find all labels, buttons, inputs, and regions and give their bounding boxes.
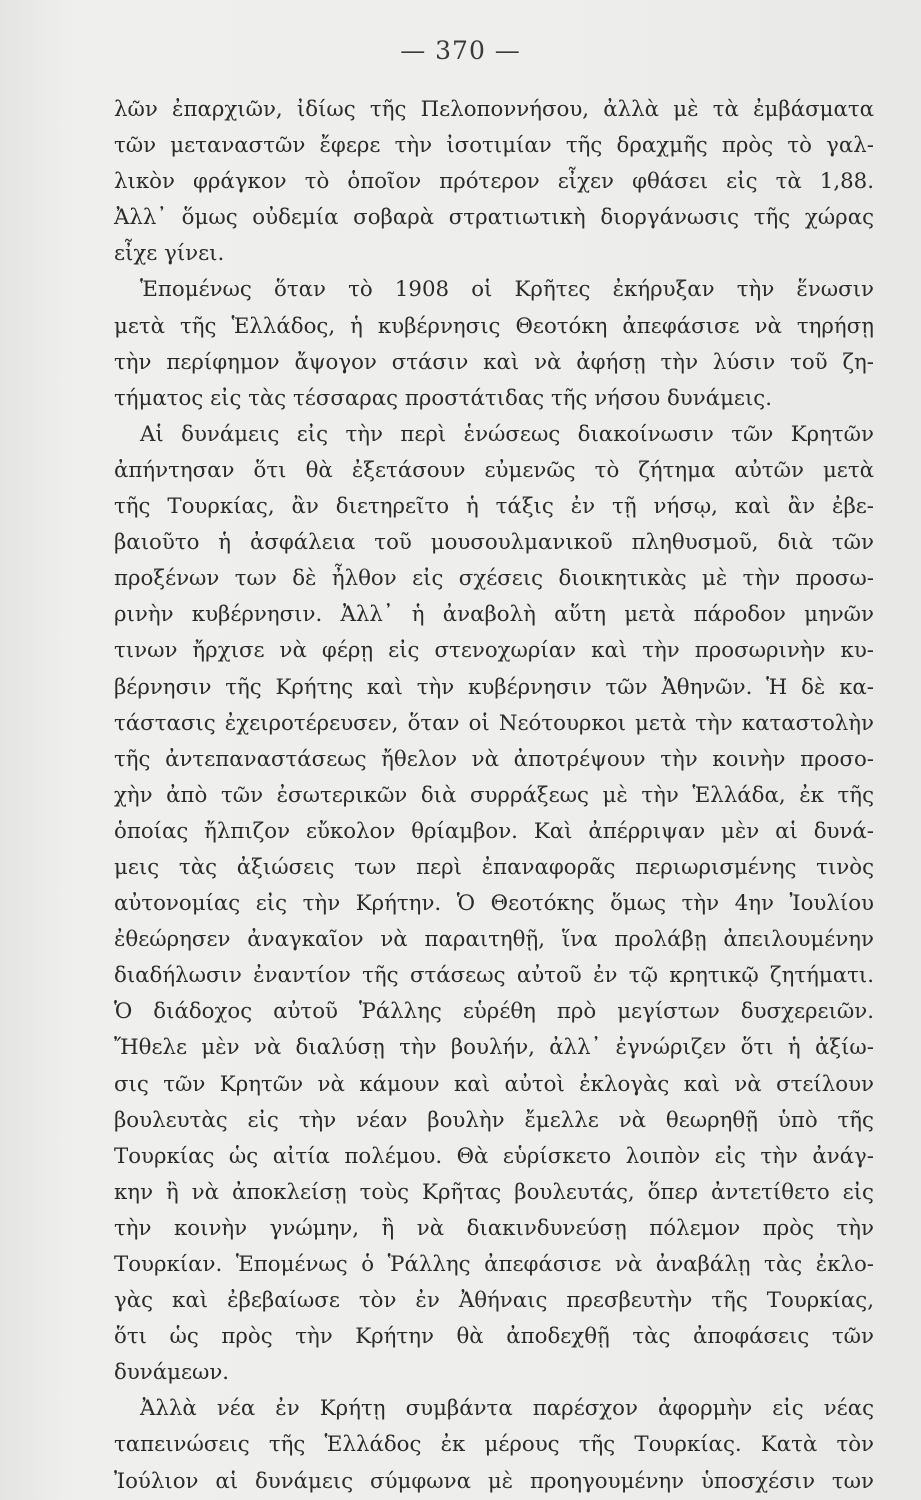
text-line: ρινὴν κυβέρνησιν. Ἀλλ᾽ ἡ ἀναβολὴ αὕτη μετὰ πάροδον μηνῶν — [114, 602, 874, 628]
text-line: Ἰούλιον αἱ δυνάμεις σύμφωνα μὲ προηγουμένην ὑποσχέσιν των — [114, 1468, 874, 1494]
text-line: μετὰ τῆς Ἑλλάδος, ἡ κυβέρνησις Θεοτόκη ἀπεφάσισε νὰ τηρήσῃ — [114, 313, 874, 339]
text-line: Ὁ διάδοχος αὐτοῦ Ῥάλλης εὑρέθη πρὸ μεγίστων δυσχερειῶν. — [114, 999, 874, 1025]
text-line: εἶχε γίνει. — [114, 241, 225, 267]
text-line: ἀπήντησαν ὅτι θὰ ἐξετάσουν εὐμενῶς τὸ ζήτημα αὐτῶν μετὰ — [114, 457, 874, 483]
text-line: λῶν ἐπαρχιῶν, ἰδίως τῆς Πελοποννήσου, ἀλλὰ μὲ τὰ ἐμβάσματα — [114, 97, 874, 122]
text-line: τάστασις ἐχειροτέρευσεν, ὅταν οἱ Νεότουρκοι μετὰ τὴν καταστολὴν — [114, 710, 874, 736]
text-line: τήματος εἰς τὰς τέσσαρας προστάτιδας τῆς νήσου δυνάμεις. — [114, 385, 772, 411]
text-line: διαδήλωσιν ἐναντίον τῆς στάσεως αὐτοῦ ἐν τῷ κρητικῷ ζητήματι. — [114, 963, 874, 989]
text-line: τῆς ἀντεπαναστάσεως ἤθελον νὰ ἀποτρέψουν τὴν κοινὴν προσο- — [114, 746, 874, 772]
text-line: γὰς καὶ ἐβεβαίωσε τὸν ἐν Ἀθήναις πρεσβευτὴν τῆς Τουρκίας, — [114, 1288, 874, 1314]
text-line: Τουρκίας ὡς αἰτία πολέμου. Θὰ εὑρίσκετο λοιπὸν εἰς τὴν ἀνάγ- — [114, 1143, 874, 1169]
text-line: Αἱ δυνάμεις εἰς τὴν περὶ ἑνώσεως διακοίνωσιν τῶν Κρητῶν — [140, 421, 874, 447]
text-line: δυνάμεων. — [114, 1360, 230, 1386]
text-line: Ἤθελε μὲν νὰ διαλύσῃ τὴν βουλήν, ἀλλ᾽ ἐγνώριζεν ὅτι ἡ ἀξίω- — [114, 1035, 874, 1061]
body-text — [114, 92, 874, 1500]
text-line: Ἀλλ᾽ ὅμως οὐδεμία σοβαρὰ στρατιωτικὴ διοργάνωσις τῆς χώρας — [114, 205, 874, 231]
text-line: προξένων των δὲ ἦλθον εἰς σχέσεις διοικητικὰς μὲ τὴν προσω- — [114, 566, 874, 592]
text-line: βουλευτὰς εἰς τὴν νέαν βουλὴν ἔμελλε νὰ θεωρηθῇ ὑπὸ τῆς — [114, 1107, 874, 1133]
text-line: αὐτονομίας εἰς τὴν Κρήτην. Ὁ Θεοτόκης ὅμως τὴν 4ην Ἰουλίου — [114, 891, 874, 917]
page-number: — 370 — — [400, 36, 521, 65]
text-line: Ἑπομένως ὅταν τὸ 1908 οἱ Κρῆτες ἐκήρυξαν τὴν ἕνωσιν — [140, 277, 874, 303]
text-line: τὴν κοινὴν γνώμην, ἢ νὰ διακινδυνεύσῃ πόλεμον πρὸς τὴν — [114, 1215, 874, 1241]
text-line: τινων ἤρχισε νὰ φέρῃ εἰς στενοχωρίαν καὶ τὴν προσωρινὴν κυ- — [114, 638, 874, 664]
text-line: βαιοῦτο ἡ ἀσφάλεια τοῦ μουσουλμανικοῦ πληθυσμοῦ, διὰ τῶν — [114, 530, 874, 556]
text-line: ἐθεώρησεν ἀναγκαῖον νὰ παραιτηθῇ, ἵνα προλάβῃ ἀπειλουμένην — [114, 927, 874, 953]
text-line: ταπεινώσεις τῆς Ἑλλάδος ἐκ μέρους τῆς Τουρκίας. Κατὰ τὸν — [114, 1432, 874, 1458]
text-line: ὁποίας ἤλπιζον εὔκολον θρίαμβον. Καὶ ἀπέρριψαν μὲν αἱ δυνά- — [114, 818, 874, 844]
text-line: ὅτι ὡς πρὸς τὴν Κρήτην θὰ ἀποδεχθῇ τὰς ἀποφάσεις τῶν — [114, 1324, 874, 1350]
text-line: σις τῶν Κρητῶν νὰ κάμουν καὶ αὐτοὶ ἐκλογὰς καὶ νὰ στείλουν — [114, 1071, 874, 1097]
text-line: Ἀλλὰ νέα ἐν Κρήτῃ συμβάντα παρέσχον ἀφορμὴν εἰς νέας — [140, 1396, 874, 1422]
text-line: Τουρκίαν. Ἑπομένως ὁ Ῥάλλης ἀπεφάσισε νὰ ἀναβάλῃ τὰς ἐκλο- — [114, 1252, 874, 1277]
text-line: βέρνησιν τῆς Κρήτης καὶ τὴν κυβέρνησιν τῶν Ἀθηνῶν. Ἡ δὲ κα- — [114, 674, 874, 700]
text-line: λικὸν φράγκον τὸ ὁποῖον πρότερον εἶχεν φθάσει εἰς τὰ 1,88. — [114, 169, 874, 195]
text-line: τῆς Τουρκίας, ἂν διετηρεῖτο ἡ τάξις ἐν τῇ νήσῳ, καὶ ἂν ἐβε- — [114, 494, 874, 520]
text-line: τῶν μεταναστῶν ἔφερε τὴν ἰσοτιμίαν τῆς δραχμῆς πρὸς τὸ γαλ- — [114, 133, 874, 159]
text-line: μεις τὰς ἀξιώσεις των περὶ ἐπαναφορᾶς περιωρισμένης τινὸς — [114, 854, 874, 880]
text-line: χὴν ἀπὸ τῶν ἐσωτερικῶν διὰ συρράξεως μὲ τὴν Ἑλλάδα, ἐκ τῆς — [114, 782, 874, 808]
text-line: κην ἢ νὰ ἀποκλείσῃ τοὺς Κρῆτας βουλευτάς, ὅπερ ἀντετίθετο εἰς — [114, 1179, 874, 1205]
text-line: τὴν περίφημον ἄψογον στάσιν καὶ νὰ ἀφήσῃ τὴν λύσιν τοῦ ζη- — [114, 349, 874, 375]
